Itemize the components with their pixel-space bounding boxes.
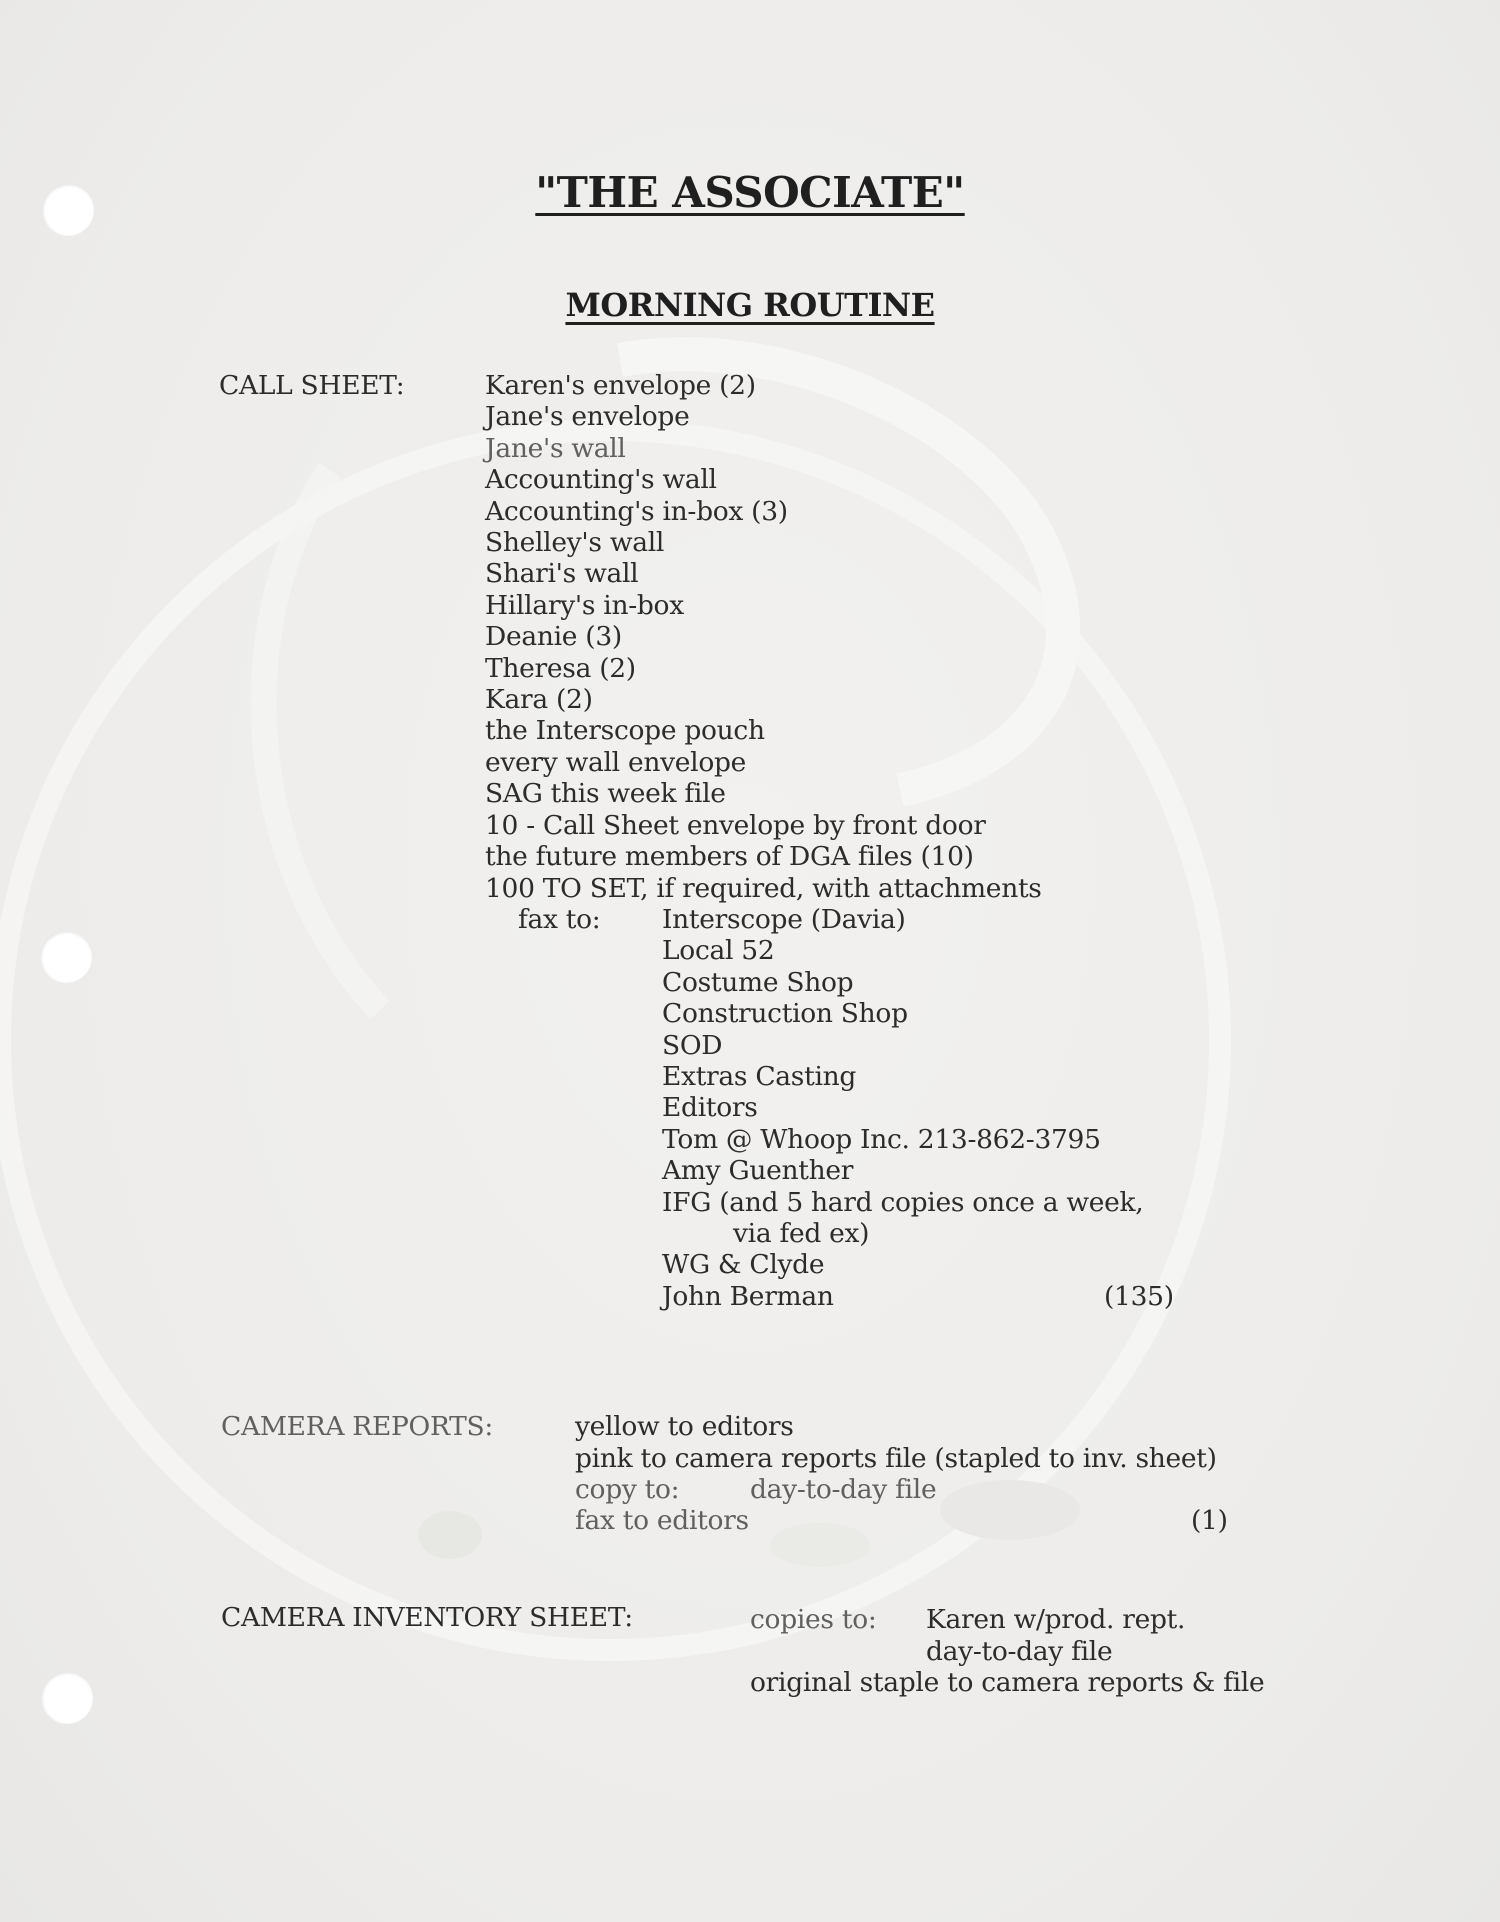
list-item: Extras Casting [662, 1061, 857, 1093]
list-item: Construction Shop [662, 998, 908, 1030]
list-item: Kara (2) [485, 684, 593, 716]
list-item: Tom @ Whoop Inc. 213-862-3795 [662, 1123, 1101, 1155]
list-item: Shari's wall [485, 558, 639, 590]
list-item: 10 - Call Sheet envelope by front door [485, 809, 986, 841]
list-item: the Interscope pouch [485, 715, 765, 747]
list-item: SOD [662, 1029, 723, 1061]
list-item: Theresa (2) [485, 652, 636, 684]
copy-to-value: day-to-day file [750, 1474, 937, 1505]
list-item: Editors [662, 1092, 758, 1124]
list-item: Amy Guenther [662, 1155, 854, 1187]
list-item: Hillary's in-box [485, 589, 684, 621]
list-item: Local 52 [662, 935, 775, 967]
camera-reports-line: pink to camera reports file (stapled to inv. sheet) [575, 1443, 1217, 1474]
camera-reports-count: (1) [1191, 1505, 1228, 1536]
list-item: IFG (and 5 hard copies once a week, [662, 1186, 1144, 1218]
binder-hole-middle [40, 931, 92, 983]
binder-hole-bottom [41, 1672, 93, 1724]
call-sheet-list [485, 370, 1042, 904]
list-item: Jane's wall [485, 432, 626, 464]
list-item: 100 TO SET, if required, with attachments [485, 872, 1042, 904]
fax-to-list [662, 904, 1143, 1312]
list-item: Accounting's in-box (3) [485, 495, 788, 527]
list-item: the future members of DGA files (10) [485, 841, 974, 873]
list-item: Accounting's wall [485, 464, 717, 496]
list-item: Deanie (3) [485, 621, 622, 653]
list-item: SAG this week file [485, 778, 726, 810]
camera-inventory-line: original staple to camera reports & file [750, 1667, 1265, 1698]
section-title: MORNING ROUTINE [565, 286, 935, 324]
camera-reports-line: yellow to editors [575, 1411, 794, 1442]
call-sheet-label: CALL SHEET: [219, 370, 405, 401]
call-sheet-count: (135) [1104, 1281, 1174, 1312]
list-item: every wall envelope [485, 746, 747, 778]
copy-to-label: copy to: [575, 1474, 680, 1505]
camera-reports-label: CAMERA REPORTS: [221, 1411, 494, 1442]
list-item: Costume Shop [662, 966, 854, 998]
camera-reports-line: fax to editors [575, 1505, 749, 1536]
list-item: Interscope (Davia) [662, 904, 906, 935]
list-item: John Berman [662, 1280, 834, 1312]
list-item: via fed ex) [733, 1218, 870, 1250]
copies-to-label: copies to: [750, 1604, 877, 1635]
fax-to-label: fax to: [518, 904, 601, 935]
list-item: Karen's envelope (2) [485, 370, 756, 401]
list-item: Jane's envelope [485, 401, 690, 433]
list-item: WG & Clyde [662, 1249, 825, 1281]
copies-to-value: Karen w/prod. rept. [926, 1604, 1186, 1635]
list-item: Shelley's wall [485, 527, 665, 559]
camera-inventory-label: CAMERA INVENTORY SHEET: [221, 1602, 633, 1633]
document-title: "THE ASSOCIATE" [535, 168, 965, 217]
copies-to-value: day-to-day file [926, 1636, 1113, 1667]
